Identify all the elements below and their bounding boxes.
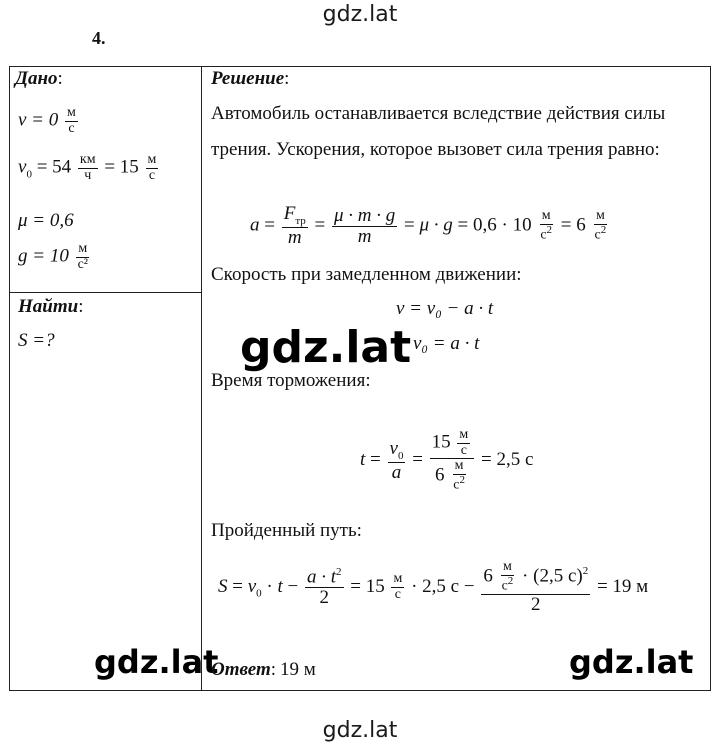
watermark-left: gdz.lat (94, 643, 219, 681)
path-heading: Пройденный путь: (211, 520, 362, 541)
answer-value: 19 м (280, 659, 316, 680)
formula-speed: v = v₀ − a · t (396, 298, 494, 319)
problem-number: 4. (92, 28, 106, 48)
formula-acceleration: a = $F_{тр}$ m = $\frac{\mu \cdot m \cdot g}{m}$ = μ · g = 0,6 · 10 м $с^2$ = 6 м $с^2$ (250, 203, 607, 249)
answer: Ответ: 19 м (211, 659, 316, 680)
solution-text-line2: трения. Ускорения, которое вызовет сила трения равно: (211, 139, 660, 160)
given-mu: μ = 0,6 (18, 210, 74, 231)
fraction: м с (147, 152, 157, 183)
time-heading: Время торможения: (211, 370, 371, 391)
table-given-divider (9, 292, 202, 293)
solution-text-line1: Автомобиль останавливается вследствие действия силы (211, 103, 666, 124)
formula-speed0: v₀ = a · t (413, 333, 480, 354)
given-heading: Дано: (15, 68, 63, 89)
watermark-bottom: gdz.lat (322, 718, 398, 743)
solution-label: Решение (211, 68, 285, 89)
find-item: S =? (18, 330, 55, 351)
fraction: км ч (79, 152, 96, 183)
watermark-right: gdz.lat (569, 643, 694, 681)
speed-heading: Скорость при замедленном движении: (211, 264, 522, 285)
given-v: v = 0 м с (18, 105, 76, 136)
fraction: м с² (77, 241, 88, 272)
given-label: Дано (15, 68, 58, 89)
given-g: g = 10 м с² (18, 241, 88, 272)
find-label: Найти (18, 296, 79, 317)
answer-label: Ответ (211, 659, 271, 680)
watermark-center: gdz.lat (240, 322, 412, 373)
watermark-top: gdz.lat (322, 2, 398, 27)
find-heading: Найти: (18, 296, 84, 317)
solution-heading: Решение: (211, 68, 290, 89)
table-column-divider (201, 66, 202, 691)
formula-path: $S = v_0 \cdot t$ − $\frac{a \cdot t^2}{2}$ = 15 м с · 2,5 с − 6 м $с^2$ · (2,5 с)$^2$ 2 = 19 м (218, 559, 649, 616)
formula-time: t = $\frac{v_0}{a}$ = 15 м с 6 м $с^2$ = 2,5 с (360, 427, 534, 493)
given-v0: $v_0 = 54$ км ч = 15 м с (18, 152, 157, 183)
fraction: м с (67, 105, 76, 136)
